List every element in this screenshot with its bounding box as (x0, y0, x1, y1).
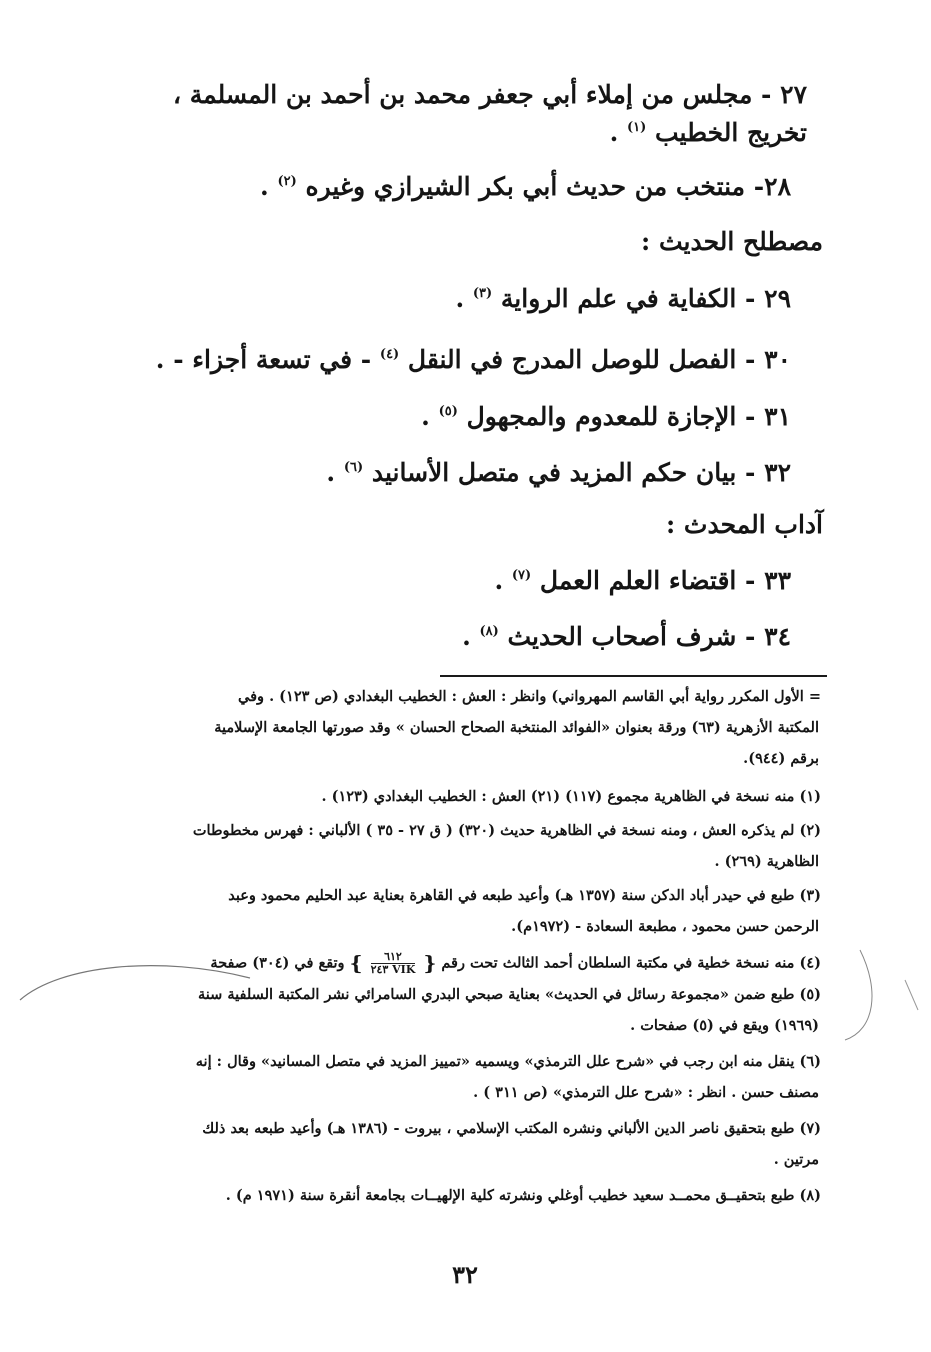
item-30: ٣٠ - الفصل للوصل المدرج في النقل $^{(٤)}$ - في تسعة أجزاء - . (155, 345, 791, 374)
footnote-ref-8: (٨) (479, 624, 499, 639)
item-27-line2: تخريج الخطيب $^{(١)}$ . (609, 118, 807, 147)
footnote-continued-line2: المكتبة الأزهرية (٦٣) ورقة بعنوان «الفوائد المنتخبة الصحاح الحسان » وقد صورتها الجامعة الإسلامية (214, 719, 819, 736)
item-31: ٣١ - الإجازة للمعدوم والمجهول $^{(٥)}$ . (421, 402, 791, 431)
item-34: ٣٤ - شرف أصحاب الحديث $^{(٨)}$ . (462, 622, 791, 651)
footnote-2-line1: (٢) لم يذكره العش ، ومنه نسخة في الظاهرية حديث (٣٢٠) ( ق ٢٧ - ٣٥ ) الألباني : فهرس مخطوطات (192, 822, 821, 839)
heading-adab: آداب المحدث : (665, 510, 823, 539)
shelfmark-fraction: $\frac{٦١٢}{\text{٢٤٣ VIK}}$ (370, 950, 416, 976)
footnote-6-line1: (٦) ينقل منه ابن رجب في «شرح علل الترمذي» ويسميه «تمييز المزيد في متصل المسانيد» وقال : إنه (195, 1053, 821, 1070)
footnote-1: (١) منه نسخة في الظاهرية مجموع (١١٧) (٢١) العش : الخطيب البغدادي (١٢٣) . (321, 788, 821, 805)
footnote-continued-line1: = الأول المكرر رواية أبي القاسم المهرواني) وانظر : العش : الخطيب البغدادي (ص ١٢٣) . وفي (238, 688, 821, 705)
heading-mustalah: مصطلح الحديث : (641, 227, 823, 256)
page-number: ٣٢ (452, 1260, 478, 1289)
right-brace: } (349, 951, 363, 975)
item-27-line1: ٢٧ - مجلس من إملاء أبي جعفر محمد بن أحمد بن المسلمة ، (172, 80, 807, 109)
item-28: ٢٨- منتخب من حديث أبي بكر الشيرازي وغيره $^{(٢)}$ . (260, 172, 791, 201)
footnote-ref-6: (٦) (343, 460, 364, 475)
footnote-3-line2: الرحمن حسن محمود ، مطبعة السعادة - (١٩٧٢م). (511, 918, 819, 935)
footnote-5-line2: (١٩٦٩) ويقع في (٥) صفحات . (630, 1017, 819, 1034)
footnote-ref-2: (٢) (277, 174, 297, 189)
footnote-ref-4: (٤) (379, 347, 400, 362)
footnote-8: (٨) طبع بتحقيــق محمــد سعيد خطيب أوغلي ونشرته كلية الإلهيــات بجامعة أنقرة سنة (١٩٧١ م) . (225, 1187, 821, 1204)
item-33: ٣٣ - اقتضاء العلم العمل $^{(٧)}$ . (494, 566, 791, 595)
item-29: ٢٩ - الكفاية في علم الرواية $^{(٣)}$ . (455, 284, 791, 313)
footnote-continued-line3: برقم (٩٤٤). (743, 750, 819, 767)
item-32: ٣٢ - بيان حكم المزيد في متصل الأسانيد $^{(٦)}$ . (326, 458, 791, 487)
footnote-ref-1: (١) (626, 120, 647, 135)
footnote-2-line2: الظاهرية (٢٦٩) . (714, 853, 819, 870)
footnote-ref-7: (٧) (511, 568, 532, 583)
footnote-4: (٤) منه نسخة خطية في مكتبة السلطان أحمد الثالث تحت رقم { $\frac{٦١٢}{\text{٢٤٣ VIK}}$ } وتقع في (٣٠٤) صفحة (210, 950, 821, 976)
left-brace: { (423, 951, 437, 975)
footnote-ref-5: (٥) (438, 404, 458, 419)
footnote-3-line1: (٣) طبع في حيدر أباد الدكن سنة (١٣٥٧ هـ) وأعيد طبعه في القاهرة بعناية عبد الحليم محمود وعبد (228, 887, 821, 904)
footnote-7-line2: مرتين . (773, 1151, 819, 1168)
footnote-ref-3: (٣) (472, 286, 493, 301)
footnote-6-line2: مصنف حسن . انظر : «شرح علل الترمذي» (ص ٣١١ ) . (473, 1084, 819, 1101)
footnote-7-line1: (٧) طبع بتحقيق ناصر الدين الألباني ونشره المكتب الإسلامي ، بيروت - (١٣٨٦ هـ) وأعيد طبعه بعد ذلك (202, 1120, 821, 1137)
footnote-5-line1: (٥) طبع ضمن «مجموعة رسائل في الحديث» بعناية صبحي البدري السامرائي نشر المكتبة السلفية سنة (198, 986, 821, 1003)
